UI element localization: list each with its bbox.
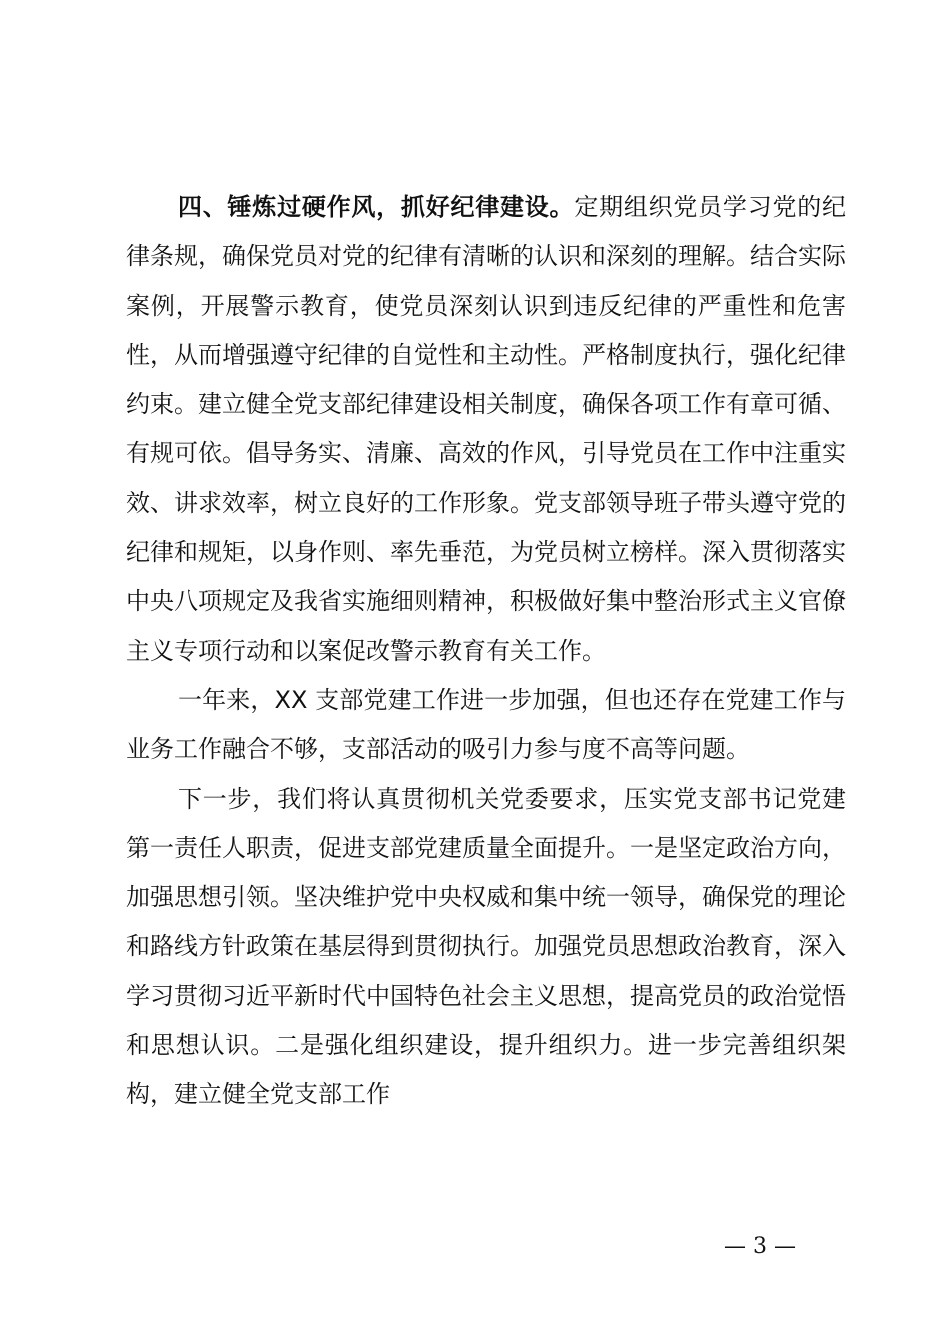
page-number: — 3 — (724, 1234, 796, 1259)
paragraph-year-summary (126, 676, 846, 775)
paragraph-next-steps (126, 775, 846, 1120)
paragraph-text: 定期组织党员学习党的纪律条规，确保党员对党的纪律有清晰的认识和深刻的理解。结合实际案例，开展警示教育，使党员深刻认识到违反纪律的严重性和危害性，从而增强遵守纪律的自觉性和主动性。严格制度执行，强化纪律约束。建立健全党支部纪律建设相关制度，确保各项工作有章可循、有规可依。倡导务实、清廉、高效的作风，引导党员在工作中注重实效、讲求效率，树立良好的工作形象。党支部领导班子带头遵守党的纪律和规矩，以身作则、率先垂范，为党员树立榜样。深入贯彻落实中央八项规定及我省实施细则精神，积极做好集中整治形式主义官僚主义专项行动和以案促改警示教育有关工作。 (126, 193, 847, 665)
paragraph-text: 下一步，我们将认真贯彻机关党委要求，压实党支部书记党建第一责任人职责，促进支部党建质量全面提升。一是坚定政治方向，加强思想引领。坚决维护党中央权威和集中统一领导，确保党的理论和路线方针政策在基层得到贯彻执行。加强党员思想政治教育，深入学习贯彻习近平新时代中国特色社会主义思想，提高党员的政治觉悟和思想认识。二是强化组织建设，提升组织力。进一步完善组织架构，建立健全党支部工作 (126, 784, 846, 1109)
paragraph-text: 一年来，XX 支部党建工作进一步加强，但也还存在党建工作与业务工作融合不够，支部活动的吸引力参与度不高等问题。 (126, 685, 846, 764)
section-heading: 四、锤炼过硬作风，抓好纪律建设。 (178, 193, 575, 221)
document-body (126, 183, 846, 1120)
paragraph-discipline-building (126, 183, 846, 676)
